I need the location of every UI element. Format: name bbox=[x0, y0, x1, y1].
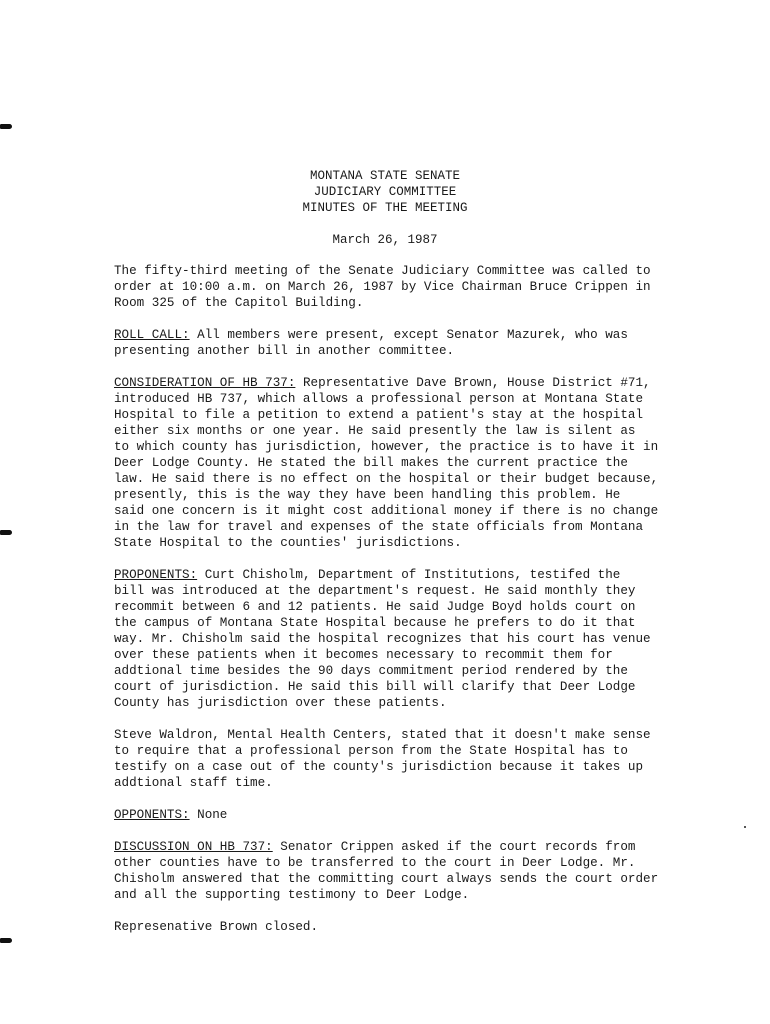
roll-call-label: ROLL CALL: bbox=[114, 328, 190, 342]
roll-call-paragraph bbox=[114, 327, 714, 359]
proponents-label: PROPONENTS: bbox=[114, 568, 198, 582]
punch-hole-mark bbox=[0, 938, 12, 943]
scan-speck bbox=[744, 826, 746, 828]
punch-hole-mark bbox=[0, 530, 12, 535]
waldron-paragraph: Steve Waldron, Mental Health Centers, stated that it doesn't make sense to require that a professional person from the State Hospital has to testify on a case out of the county's jurisdiction because it takes up addtional staff time. bbox=[114, 728, 651, 790]
header-minutes-title: MINUTES OF THE MEETING bbox=[302, 201, 468, 215]
consideration-label: CONSIDERATION OF HB 737: bbox=[114, 376, 296, 390]
discussion-paragraph bbox=[114, 839, 714, 903]
opponents-paragraph bbox=[114, 807, 714, 823]
opponents-label: OPPONENTS: bbox=[114, 808, 190, 822]
header-senate-title: MONTANA STATE SENATE bbox=[309, 169, 461, 183]
meeting-date: March 26, 1987 bbox=[332, 233, 438, 247]
consideration-paragraph bbox=[114, 375, 714, 551]
intro-paragraph: The fifty-third meeting of the Senate Judiciary Committee was called to order at 10:00 a.m. on March 26, 1987 by Vice Chairman Bruce Crippen in Room 325 of the Capitol Building. bbox=[114, 264, 651, 310]
opponents-text: None bbox=[189, 808, 228, 822]
proponents-text: Curt Chisholm, Department of Institutions, testifed the bill was introduced at the department's request. He said monthly they recommit between 6 and 12 patients. He said Judge Boyd holds court on the campus of Montana State Hospital because he prefers to do it that way. Mr. Chisholm said the hospital recognizes that his court has venue over these patients when it becomes necessary to recommit them for addtional time besides the 90 days commitment period rendered by the court of jurisdiction. He said this bill will clarify that Deer Lodge County has jurisdiction over these patients. bbox=[114, 568, 651, 710]
closing-paragraph: Represenative Brown closed. bbox=[114, 920, 319, 934]
proponents-paragraph bbox=[114, 567, 714, 711]
punch-hole-mark bbox=[0, 124, 12, 129]
discussion-label: DISCUSSION ON HB 737: bbox=[114, 840, 273, 854]
consideration-text: Representative Dave Brown, House District #71, introduced HB 737, which allows a professional person at Montana State Hospital to file a petition to extend a patient's stay at the hospital either six months or one year. He said presently the law is silent as to which county has jurisdiction, however, the practice is to have it in Deer Lodge County. He stated the bill makes the current practice the law. He said there is no effect on the hospital or their budget because, presently, this is the way they have been handling this problem. He said one concern is it might cost additional money if there is no change in the law for travel and expenses of the state officials from Montana State Hospital to the counties' jurisdictions. bbox=[114, 376, 659, 550]
discussion-text: Senator Crippen asked if the court records from other counties have to be transferred to the court in Deer Lodge. Mr. Chisholm answered that the committing court always sends the court order and all the supporting testimony to Deer Lodge. bbox=[114, 840, 659, 902]
header-committee-name: JUDICIARY COMMITTEE bbox=[313, 185, 457, 199]
roll-call-text: All members were present, except Senator Mazurek, who was presenting another bill in another committee. bbox=[114, 328, 628, 358]
document-header bbox=[0, 168, 770, 248]
minutes-body bbox=[114, 263, 714, 951]
